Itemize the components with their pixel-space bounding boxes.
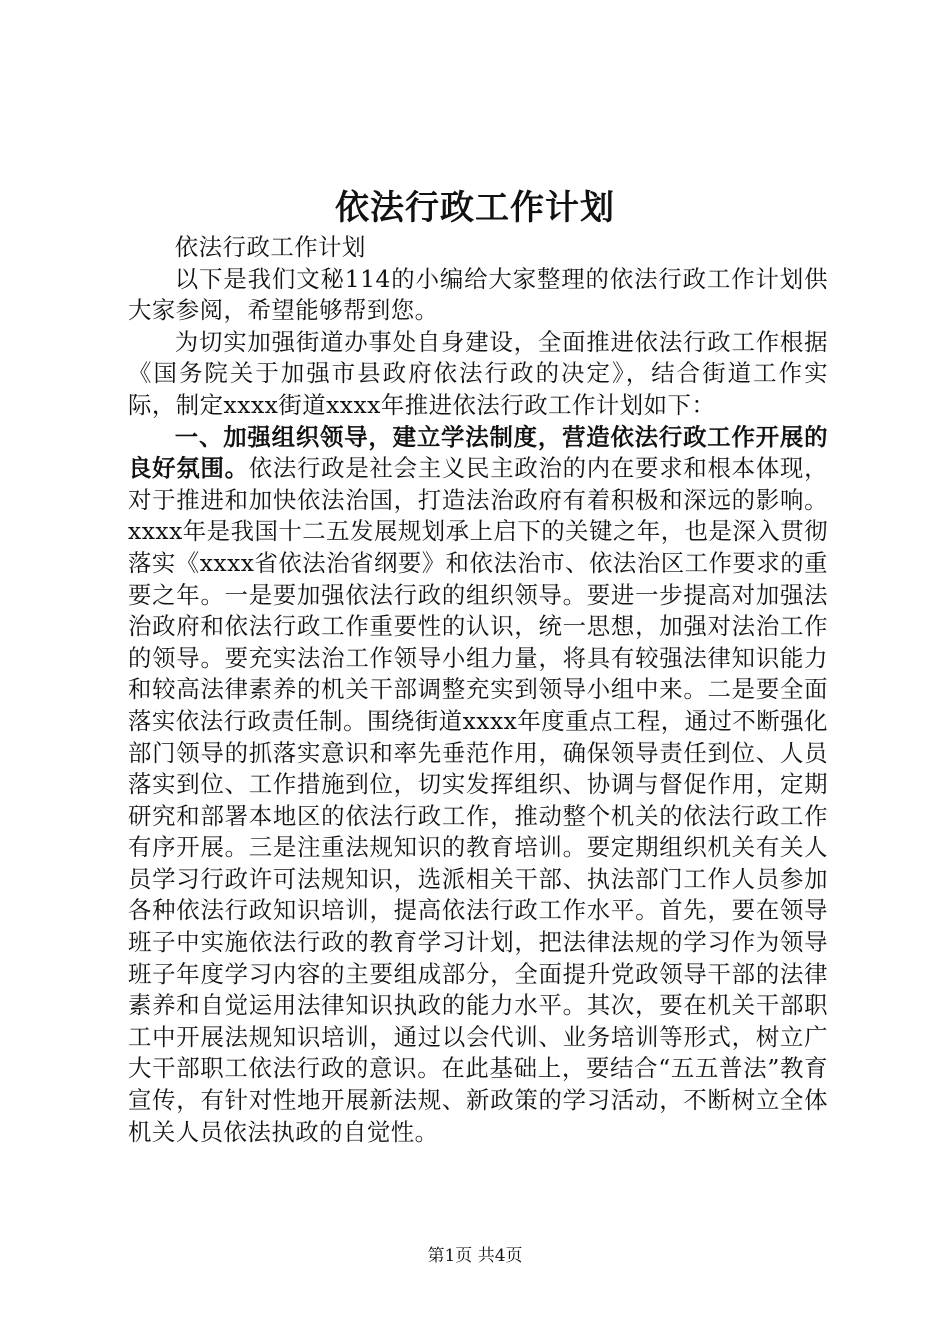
document-body [128,232,828,1148]
intro-paragraph: 以下是我们文秘114的小编给大家整理的依法行政工作计划供大家参阅，希望能够帮到您。 [128,264,828,325]
section-1-paragraph [128,422,828,1149]
paragraph-1: 为切实加强街道办事处自身建设，全面推进依法行政工作根据《国务院关于加强市县政府依法行政的决定》，结合街道工作实际，制定xxxx街道xxxx年推进依法行政工作计划如下： [128,327,828,419]
document-title: 依法行政工作计划 [335,188,615,228]
page-indicator: 第1页 共4页 [427,1246,523,1266]
section-1-heading: 一、加强组织领导，建立学法制度，营造依法行政工作开展的良好氛围。 [128,422,828,483]
section-1-body: 依法行政是社会主义民主政治的内在要求和根本体现，对于推进和加快依法治国，打造法治政府有着积极和深远的影响。xxxx年是我国十二五发展规划承上启下的关键之年，也是深入贯彻落实《xxxx省依法治省纲要》和依法治市、依法治区工作要求的重要之年。一是要加强依法行政的组织领导。要进一步提高对加强法治政府和依法行政工作重要性的认识，统一思想，加强对法治工作的领导。要充实法治工作领导小组力量，将具有较强法律知识能力和较高法律素养的机关干部调整充实到领导小组中来。二是要全面落实依法行政责任制。围绕街道xxxx年度重点工程，通过不断强化部门领导的抓落实意识和率先垂范作用，确保领导责任到位、人员落实到位、工作措施到位，切实发挥组织、协调与督促作用，定期研究和部署本地区的依法行政工作，推动整个机关的依法行政工作有序开展。三是注重法规知识的教育培训。要定期组织机关有关人员学习行政许可法规知识，选派相关干部、执法部门工作人员参加各种依法行政知识培训，提高依法行政工作水平。首先，要在领导班子中实施依法行政的教育学习计划，把法律法规的学习作为领导班子年度学习内容的主要组成部分，全面提升党政领导干部的法律素养和自觉运用法律知识执政的能力水平。其次，要在机关干部职工中开展法规知识培训，通过以会代训、业务培训等形式，树立广大干部职工依法行政的意识。在此基础上，要结合“五五普法”教育宣传，有针对性地开展新法规、新政策的学习活动，不断树立全体机关人员依法执政的自觉性。 [128,454,828,1146]
document-subtitle: 依法行政工作计划 [174,233,366,261]
